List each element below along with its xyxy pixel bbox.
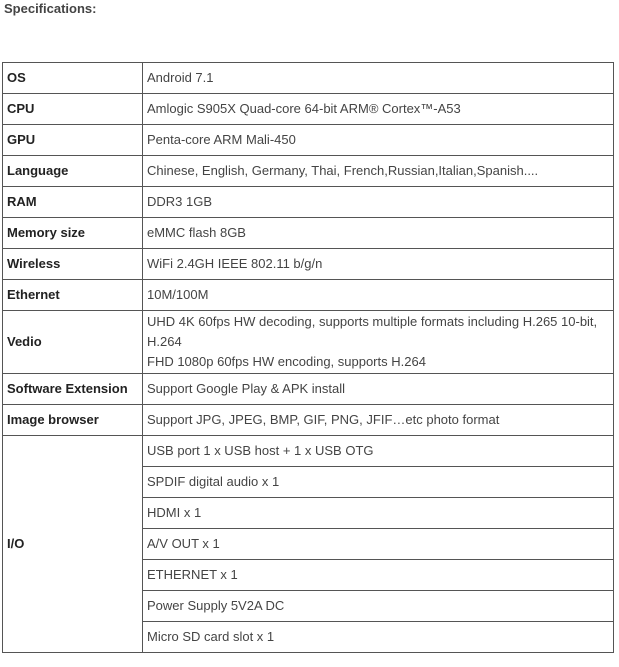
row-label: OS (3, 63, 143, 94)
io-item: Micro SD card slot x 1 (143, 622, 614, 653)
table-row-os (3, 63, 614, 94)
table-row-software-extension (3, 374, 614, 405)
table-row-ethernet (3, 280, 614, 311)
row-label: CPU (3, 94, 143, 125)
io-item: A/V OUT x 1 (143, 529, 614, 560)
io-item: SPDIF digital audio x 1 (143, 467, 614, 498)
row-value: Amlogic S905X Quad-core 64-bit ARM® Cortex™-A53 (143, 94, 614, 125)
row-label: I/O (3, 436, 143, 653)
vedio-decoding-text: UHD 4K 60fps HW decoding, supports multiple formats including H.265 10-bit, H.264 (147, 314, 598, 349)
row-value: Android 7.1 (143, 63, 614, 94)
row-value: WiFi 2.4GH IEEE 802.11 b/g/n (143, 249, 614, 280)
io-item: ETHERNET x 1 (143, 560, 614, 591)
row-label: Image browser (3, 405, 143, 436)
specifications-table (2, 62, 614, 653)
specifications-heading: Specifications: (4, 1, 97, 16)
table-row-ram (3, 187, 614, 218)
row-label: Wireless (3, 249, 143, 280)
row-label: GPU (3, 125, 143, 156)
row-label: RAM (3, 187, 143, 218)
row-value: eMMC flash 8GB (143, 218, 614, 249)
row-label: Memory size (3, 218, 143, 249)
row-value: Chinese, English, Germany, Thai, French,Russian,Italian,Spanish.... (143, 156, 614, 187)
io-item: HDMI x 1 (143, 498, 614, 529)
row-label: Language (3, 156, 143, 187)
row-value: 10M/100M (143, 280, 614, 311)
io-item: USB port 1 x USB host + 1 x USB OTG (143, 436, 614, 467)
table-row-cpu (3, 94, 614, 125)
table-row-image-browser (3, 405, 614, 436)
row-value (143, 311, 614, 374)
table-row-language (3, 156, 614, 187)
row-label: Vedio (3, 311, 143, 374)
table-row-io (3, 436, 614, 467)
table-row-wireless (3, 249, 614, 280)
row-value: DDR3 1GB (143, 187, 614, 218)
row-label: Ethernet (3, 280, 143, 311)
row-value: Support Google Play & APK install (143, 374, 614, 405)
row-value: Support JPG, JPEG, BMP, GIF, PNG, JFIF…etc photo format (143, 405, 614, 436)
row-label: Software Extension (3, 374, 143, 405)
table-row-gpu (3, 125, 614, 156)
row-value: Penta-core ARM Mali-450 (143, 125, 614, 156)
vedio-encoding-text: FHD 1080p 60fps HW encoding, supports H.264 (147, 354, 426, 369)
table-row-memory-size (3, 218, 614, 249)
io-item: Power Supply 5V2A DC (143, 591, 614, 622)
table-row-vedio (3, 311, 614, 374)
